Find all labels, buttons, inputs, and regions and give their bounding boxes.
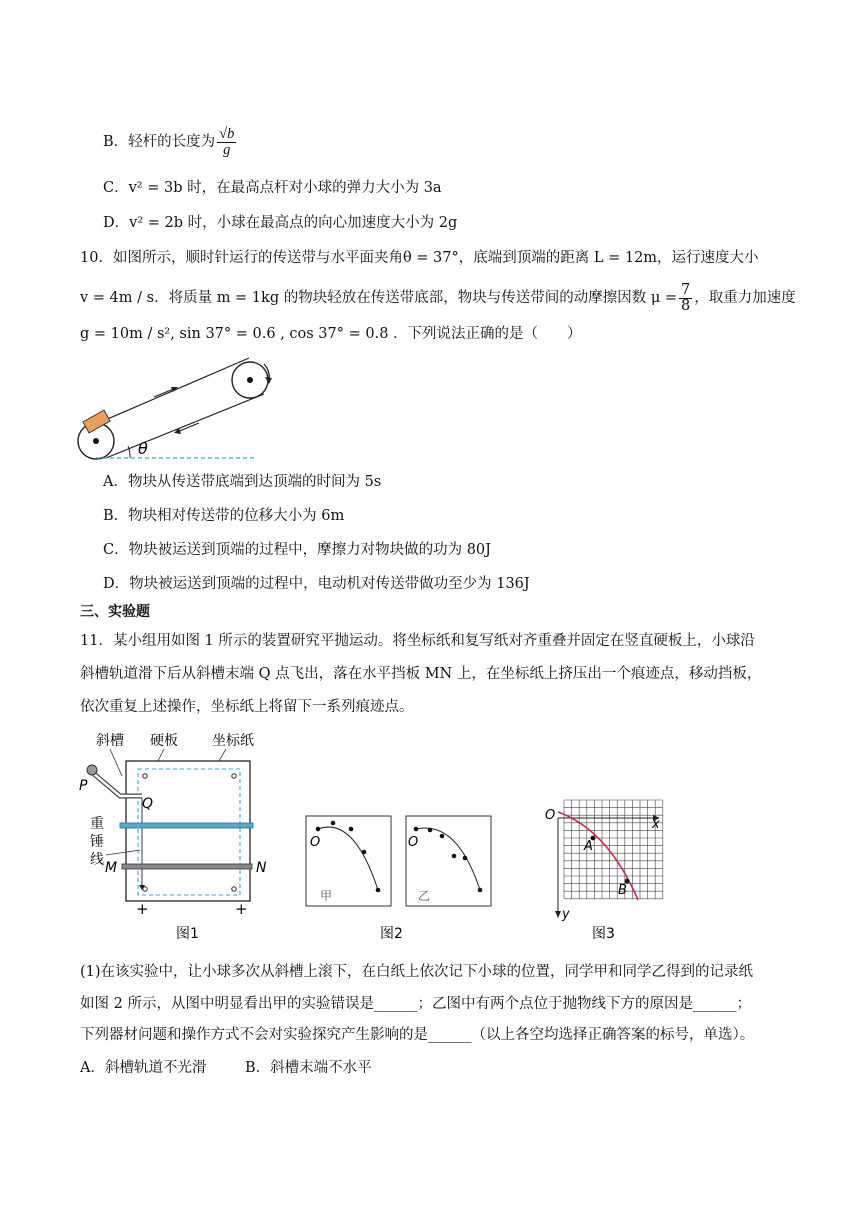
fig2-point [440, 834, 445, 839]
q10-stem-line2-a: v = 4m / s．将质量 m = 1kg 的物块轻放在传送带底部，物块与传送带间的动摩擦因数 μ = [80, 290, 677, 306]
q11-option-b: B．斜槽末端不水平 [245, 1060, 372, 1076]
fig1-plumb-label-3: 线 [90, 852, 104, 868]
bottom-pulley-axle [93, 438, 99, 444]
figure-2-records [302, 810, 502, 944]
q10-option-a: A．物块从传送带底端到达顶端的时间为 5s [103, 474, 382, 490]
fig1-M-label: M [105, 860, 118, 876]
q9-option-b [103, 122, 238, 162]
fig1-slot-leader [110, 749, 122, 776]
fig2-jia-label: 甲 [320, 889, 333, 903]
fig3-O-label: O [545, 808, 556, 823]
q10-option-c: C．物块被运送到顶端的过程中，摩擦力对物块做的功为 80J [103, 542, 491, 558]
fig1-board-leader [158, 749, 164, 761]
fig2-point [362, 850, 367, 855]
fig1-plus-right: + [235, 900, 248, 918]
figure-3-grid [538, 790, 678, 944]
q11-sub1-line1: (1)在该实验中，让小球多次从斜槽上滚下，在白纸上依次记下小球的位置，同学甲和同学乙得到的记录纸 [80, 964, 754, 980]
fig2-point [331, 821, 336, 826]
q10-mu-den: 8 [681, 297, 691, 314]
theta-label: θ [138, 439, 148, 458]
q10-stem-line1: 10．如图所示，顺时针运行的传送带与水平面夹角θ = 37°，底端到顶端的距离 L = 12m，运行速度大小 [80, 250, 759, 266]
fig1-board [126, 761, 250, 901]
fig2-point [414, 827, 419, 832]
fig2-O-label-jia: O [310, 835, 321, 850]
fig3-y-arrow [555, 911, 561, 918]
fig2-point [376, 888, 381, 893]
section-heading: 三、实验题 [80, 604, 150, 620]
fig2-point [478, 888, 483, 893]
q10-option-b: B．物块相对传送带的位移大小为 6m [103, 508, 345, 524]
q11-sub1-line3: 下列器材问题和操作方式不会对实验探究产生影响的是______（以上各空均选择正确答案的标号，单选）。 [80, 1027, 755, 1043]
fig1-paper-label: 坐标纸 [212, 733, 254, 749]
fig2-point [452, 854, 457, 859]
fig3-x-label: x [652, 817, 660, 832]
q11-stem-line3: 依次重复上述操作，坐标纸上将留下一系列痕迹点。 [80, 699, 414, 715]
q9-option-d: D．v² = 2b 时，小球在最高点的向心加速度大小为 2g [103, 215, 458, 231]
fig3-B-label: B [618, 883, 627, 898]
q9-option-b-text: B．轻杆的长度为 [103, 134, 216, 150]
fig3-caption: 图3 [592, 926, 615, 942]
fig1-Q-label: Q [142, 796, 154, 812]
q9-fraction-den: g [223, 141, 231, 158]
fig2-O-label-yi: O [408, 835, 419, 850]
q9-fraction [217, 127, 236, 158]
fig1-P-label: P [79, 778, 88, 794]
fig2-yi-label: 乙 [418, 889, 431, 903]
fig3-A-label: A [584, 839, 593, 854]
belt-top-edge [96, 358, 249, 424]
q11-stem-line2: 斜槽轨道滑下后从斜槽末端 Q 点飞出，落在水平挡板 MN 上，在坐标纸上挤压出一个痕迹点，移动挡板， [80, 666, 762, 682]
fig1-clamp-bar [120, 823, 253, 828]
fig1-plumb-label-2: 锤 [90, 834, 104, 850]
fig1-N-label: N [256, 860, 267, 876]
fig1-ball [87, 765, 97, 775]
fig2-caption: 图2 [380, 926, 403, 942]
fig2-point [349, 827, 354, 832]
q10-stem-line2-b: ，取重力加速度 [694, 290, 796, 306]
fig2-point [428, 828, 433, 833]
fig1-caption: 图1 [176, 926, 199, 942]
fig1-board-label: 硬板 [150, 733, 178, 749]
fig3-y-label: y [562, 907, 570, 922]
fig1-plumb-label-1: 重 [90, 816, 104, 832]
top-pulley-axle [247, 377, 253, 383]
q10-stem-line3: g = 10m / s², sin 37° = 0.6 , cos 37° = 0.8 ．下列说法正确的是（ ） [80, 326, 582, 342]
fig2-point [316, 827, 321, 832]
q10-mu-num: 7 [681, 281, 691, 298]
q9-option-c: C．v² = 3b 时，在最高点杆对小球的弹力大小为 3a [103, 180, 442, 196]
fig1-slot-label: 斜槽 [96, 733, 124, 749]
q10-option-d: D．物块被运送到顶端的过程中，电动机对传送带做功至少为 136J [103, 576, 530, 592]
conveyor-belt-figure [74, 350, 284, 466]
belt-bottom-edge [106, 394, 264, 458]
fig2-point [463, 856, 468, 861]
q9-fraction-num: √b [219, 125, 235, 142]
fig1-plus-left: + [136, 900, 149, 918]
q11-sub1-line2: 如图 2 所示，从图中明显看出甲的实验错误是______；乙图中有两个点位于抛物线下方的原因是______； [80, 996, 751, 1012]
fig3-grid-lines [564, 800, 663, 899]
q11-stem-line1: 11．某小组用如图 1 所示的装置研究平抛运动。将坐标纸和复写纸对齐重叠并固定在竖直硬板上，小球沿 [80, 633, 755, 649]
figure-1-apparatus [76, 728, 276, 944]
q10-mu-fraction [679, 283, 692, 314]
q11-option-a: A．斜槽轨道不光滑 [80, 1060, 207, 1076]
q10-stem-line2 [80, 280, 796, 316]
fig1-baffle-MN [122, 864, 252, 869]
